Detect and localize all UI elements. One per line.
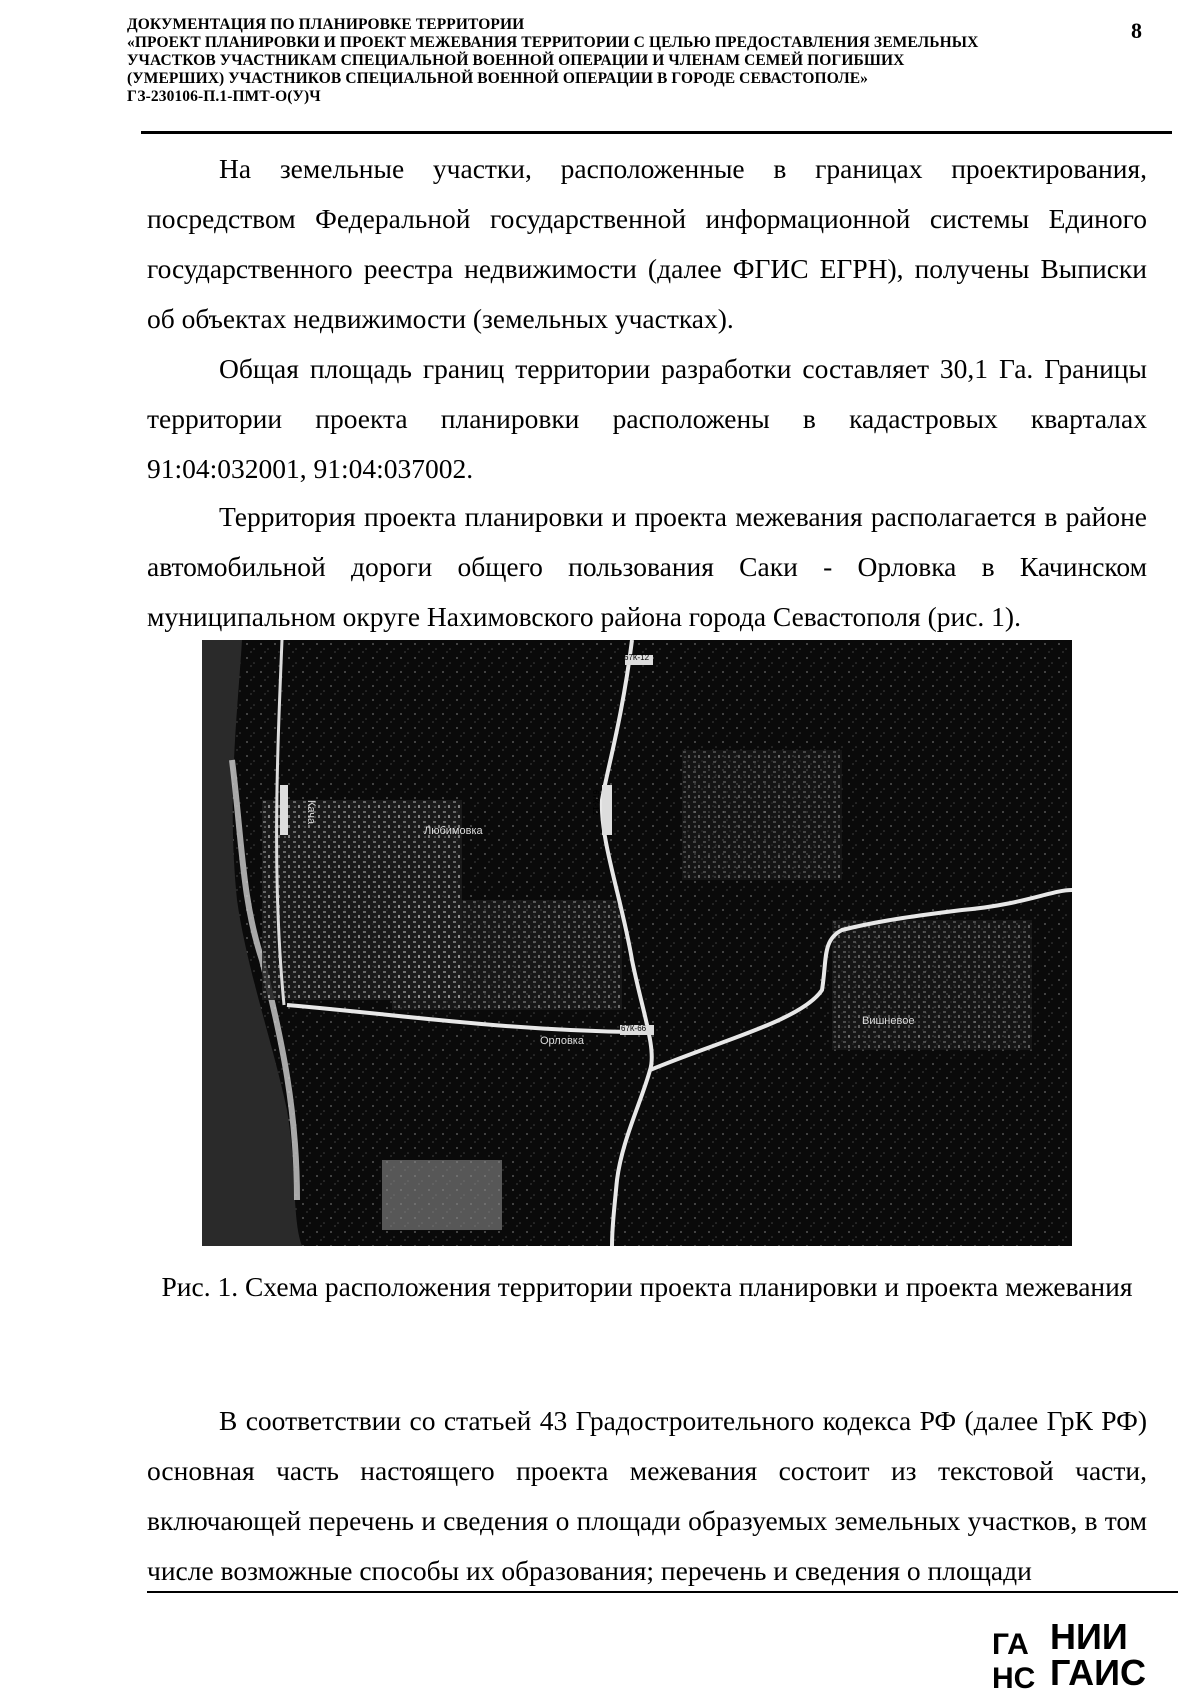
paragraph-area xyxy=(147,344,1147,494)
paragraph-text: На земельные участки, расположенные в границах проектирования, посредством Федеральной государственной информационной системы Единого государственного реестра недвижимости (далее ФГИС ЕГРН), получены Выписки об объектах недвижимости (земельных участках). xyxy=(147,153,1147,334)
header-line: УЧАСТКОВ УЧАСТНИКАМ СПЕЦИАЛЬНОЙ ВОЕННОЙ ОПЕРАЦИИ И ЧЛЕНАМ СЕМЕЙ ПОГИБШИХ xyxy=(127,52,905,69)
header-line: (УМЕРШИХ) УЧАСТНИКОВ СПЕЦИАЛЬНОЙ ВОЕННОЙ ОПЕРАЦИИ В ГОРОДЕ СЕВАСТОПОЛЕ» xyxy=(127,70,869,87)
paragraph-location xyxy=(147,492,1147,642)
header-divider xyxy=(141,131,1172,134)
map-label-lyubimovka: Любимовка xyxy=(424,825,483,837)
header-line: ДОКУМЕНТАЦИЯ ПО ПЛАНИРОВКЕ ТЕРРИТОРИИ xyxy=(127,16,525,33)
header-line: «ПРОЕКТ ПЛАНИРОВКИ И ПРОЕКТ МЕЖЕВАНИЯ ТЕРРИТОРИИ С ЦЕЛЬЮ ПРЕДОСТАВЛЕНИЯ ЗЕМЕЛЬНЫХ xyxy=(127,34,979,51)
logo-mark-top: ГА xyxy=(992,1628,1029,1661)
paragraph-egrn xyxy=(147,144,1147,344)
logo-mark-icon xyxy=(992,1622,1044,1692)
road-label-mid: 67К-12 xyxy=(591,790,600,816)
document-code: ГЗ-230106-П.1-ПМТ-О(У)Ч xyxy=(127,88,321,105)
road-label-bottom: 67К-66 xyxy=(621,1024,647,1033)
map-label-kacha: Кача xyxy=(305,800,317,825)
location-map xyxy=(202,640,1072,1246)
figure-caption: Рис. 1. Схема расположения территории проекта планировки и проекта межевания xyxy=(161,1271,1133,1302)
nii-gais-logo xyxy=(992,1618,1172,1696)
paragraph-text: Территория проекта планировки и проекта межевания располагается в районе автомобильной дороги общего пользования Саки - Орловка в Качинском муниципальном округе Нахимовского района города Севастополя (рис. 1). xyxy=(147,501,1147,632)
road-label-top: 67К-12 xyxy=(624,653,650,662)
logo-mark-bottom: НС xyxy=(992,1662,1036,1692)
map-label-orlovka: Орловка xyxy=(540,1035,584,1047)
paragraph-text: В соответствии со статьей 43 Градостроительного кодекса РФ (далее ГрК РФ) основная часть настоящего проекта межевания состоит из текстовой части, включающей перечень и сведения о площади образуемых земельных участков, в том числе возможные способы их образования; перечень и сведения о площади xyxy=(147,1405,1147,1586)
map-label-vishnevoe: Вишневое xyxy=(862,1015,915,1027)
satellite-map-image xyxy=(202,640,1072,1246)
paragraph-text: Общая площадь границ территории разработки составляет 30,1 Га. Границы территории проекта планировки расположены в кадастровых кварталах 91:04:032001, 91:04:037002. xyxy=(147,353,1147,484)
logo-name-line2: ГАИС xyxy=(1050,1652,1147,1693)
footer-divider xyxy=(147,1591,1178,1593)
page-number: 8 xyxy=(1131,18,1142,43)
paragraph-continuation xyxy=(147,1396,1147,1596)
logo-name-line1: НИИ xyxy=(1050,1616,1128,1657)
document-header xyxy=(127,16,1117,106)
